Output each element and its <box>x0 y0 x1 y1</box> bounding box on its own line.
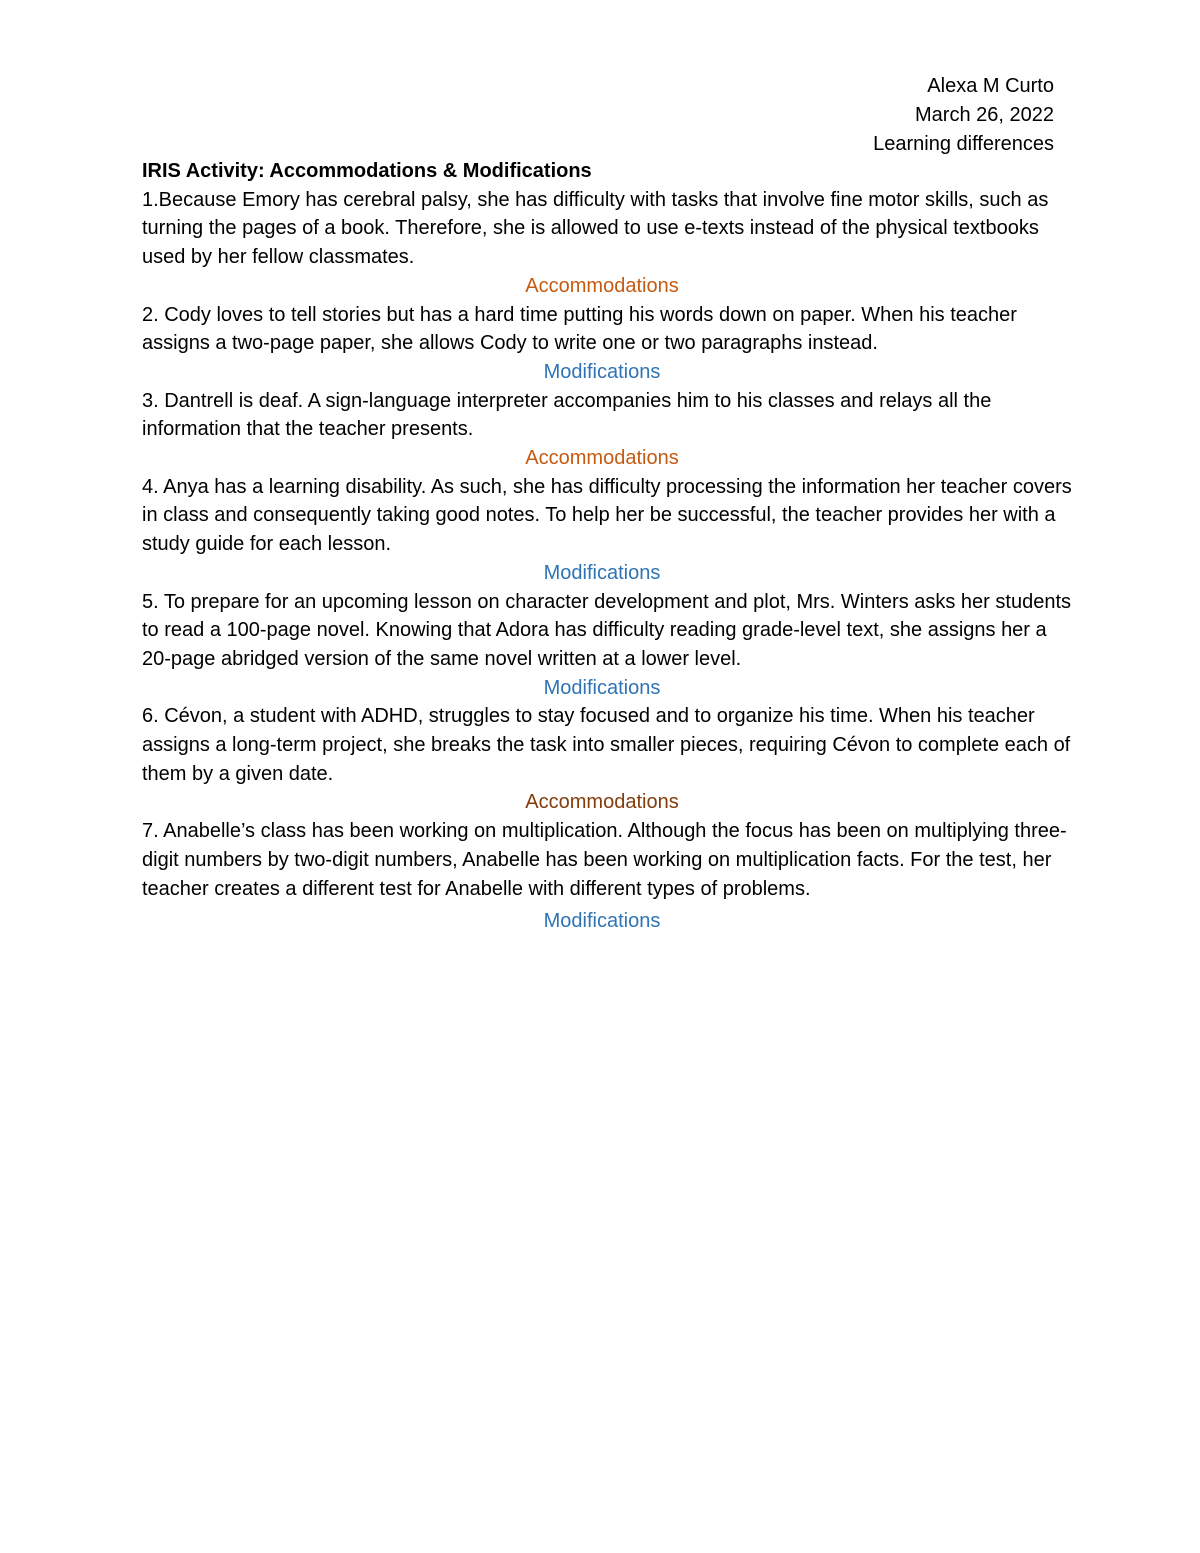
scenario-2: 2. Cody loves to tell stories but has a hard time putting his words down on paper. When his teacher assigns a two-page paper, she allows Cody to write one or two paragraphs instead. <box>142 303 1017 355</box>
course-name: Learning differences <box>873 133 1054 155</box>
answer-3: Accommodations <box>525 447 679 470</box>
answer-7: Modifications <box>543 910 661 933</box>
document-title: IRIS Activity: Accommodations & Modifications <box>142 160 592 182</box>
scenario-6: 6. Cévon, a student with ADHD, struggles to stay focused and to organize his time. When his teacher assigns a long-term project, she breaks the task into smaller pieces, requiring Cévon to complete each of them by a given date. <box>142 705 1071 785</box>
document-date: March 26, 2022 <box>915 104 1054 126</box>
scenario-5: 5. To prepare for an upcoming lesson on character development and plot, Mrs. Winters asks her students to read a 100-page novel. Knowing that Adora has difficulty reading grade-level text, she assigns her a 20-page abridged version of the same novel written at a lower level. <box>142 590 1072 670</box>
scenario-7: 7. Anabelle’s class has been working on multiplication. Although the focus has been on multiplying three-digit numbers by two-digit numbers, Anabelle has been working on multiplication facts. For the test, her teacher creates a different test for Anabelle with different types of problems. <box>142 820 1067 900</box>
answer-2: Modifications <box>543 360 661 383</box>
scenario-4: 4. Anya has a learning disability. As such, she has difficulty processing the information her teacher covers in class and consequently taking good notes. To help her be successful, the teacher provides her with a study guide for each lesson. <box>142 475 1072 556</box>
answer-4: Modifications <box>543 561 661 584</box>
author-name: Alexa M Curto <box>927 75 1054 97</box>
answer-6: Accommodations <box>525 791 679 814</box>
scenario-3: 3. Dantrell is deaf. A sign-language interpreter accompanies him to his classes and relays all the information that the teacher presents. <box>142 389 992 441</box>
answer-5: Modifications <box>543 676 661 699</box>
document-header <box>873 72 1054 159</box>
scenario-1: 1.Because Emory has cerebral palsy, she has difficulty with tasks that involve fine motor skills, such as turning the pages of a book. Therefore, she is allowed to use e-texts instead of the physical textbooks used by her fellow classmates. <box>142 188 1049 269</box>
answer-1: Accommodations <box>525 274 679 297</box>
document-body <box>142 157 1072 936</box>
